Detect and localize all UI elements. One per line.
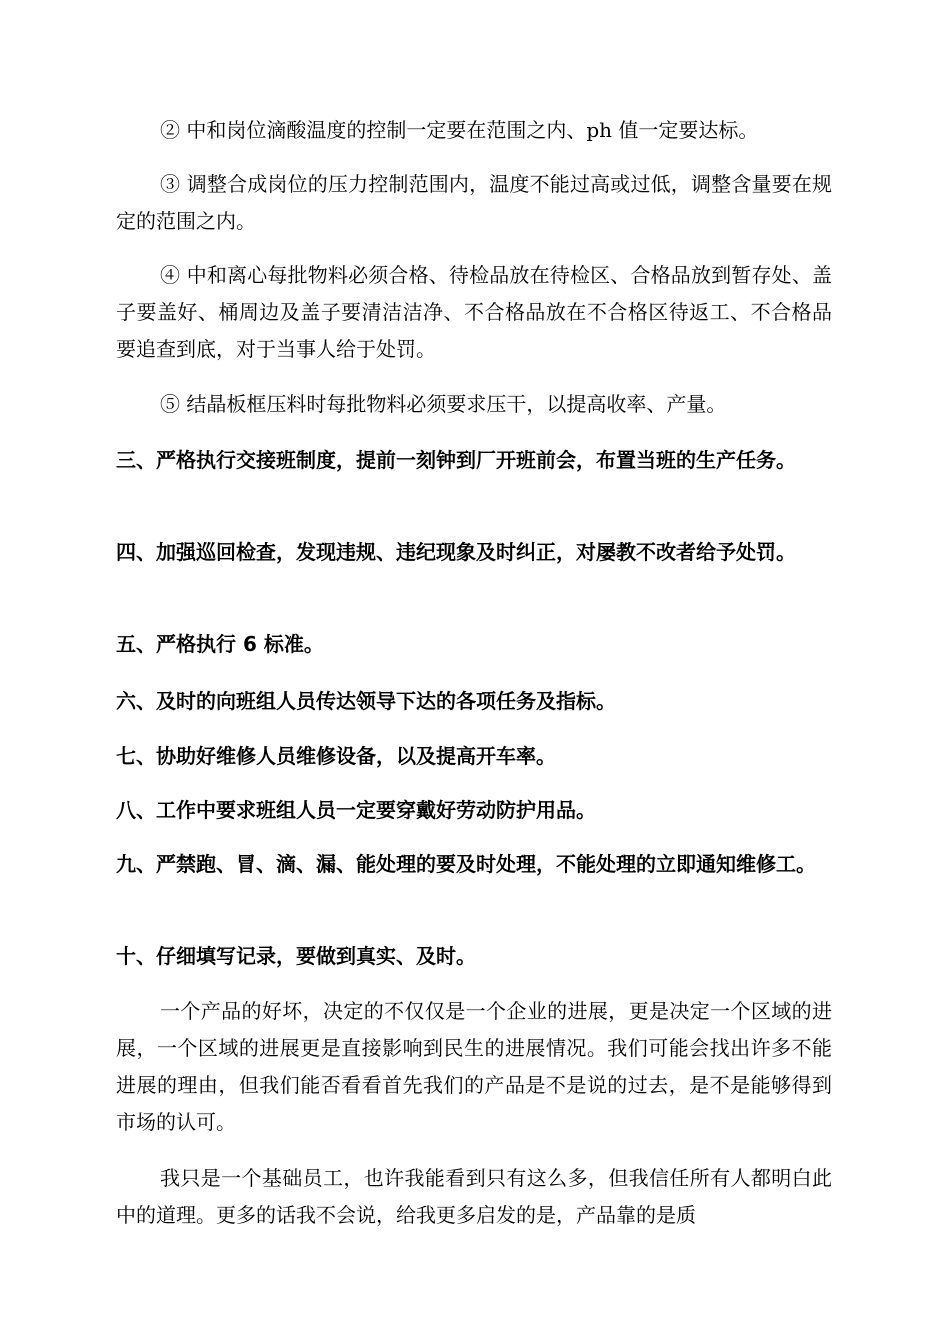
closing-paragraph-2: 我只是一个基础员工，也许我能看到只有这么多，但我信任所有人都明白此中的道理。更多的话我不会说，给我更多启发的是，产品靠的是质 xyxy=(116,1166,832,1227)
section-3: 三、严格执行交接班制度，提前一刻钟到厂开班前会，布置当班的生产任务。 xyxy=(116,448,796,472)
sub-item-3: ③ 调整合成岗位的压力控制范围内，温度不能过高或过低，调整含量要在规定的范围之内。 xyxy=(116,172,832,233)
section-7: 七、协助好维修人员维修设备，以及提高开车率。 xyxy=(116,744,556,768)
closing-paragraph-1: 一个产品的好坏，决定的不仅仅是一个企业的进展，更是决定一个区域的进展，一个区域的进展更是直接影响到民生的进展情况。我们可能会找出许多不能进展的理由，但我们能否看看首先我们的产品是不是说的过去，是不是能够得到市场的认可。 xyxy=(116,999,832,1134)
section-8: 八、工作中要求班组人员一定要穿戴好劳动防护用品。 xyxy=(116,798,596,822)
sub-item-2: ② 中和岗位滴酸温度的控制一定要在范围之内、ph 值一定要达标。 xyxy=(160,118,759,142)
section-9: 九、严禁跑、冒、滴、漏、能处理的要及时处理，不能处理的立即通知维修工。 xyxy=(116,852,816,876)
section-5: 五、严格执行 6 标准。 xyxy=(116,632,324,656)
sub-item-5: ⑤ 结晶板框压料时每批物料必须要求压干，以提高收率、产量。 xyxy=(160,392,727,416)
section-10: 十、仔细填写记录，要做到真实、及时。 xyxy=(116,944,476,968)
section-4: 四、加强巡回检查，发现违规、违纪现象及时纠正，对屡教不改者给予处罚。 xyxy=(116,540,796,564)
sub-item-4: ④ 中和离心每批物料必须合格、待检品放在待检区、合格品放到暂存处、盖子要盖好、桶周边及盖子要清洁洁净、不合格品放在不合格区待返工、不合格品要追查到底，对于当事人给于处罚。 xyxy=(116,263,832,361)
section-6: 六、及时的向班组人员传达领导下达的各项任务及指标。 xyxy=(116,689,616,713)
